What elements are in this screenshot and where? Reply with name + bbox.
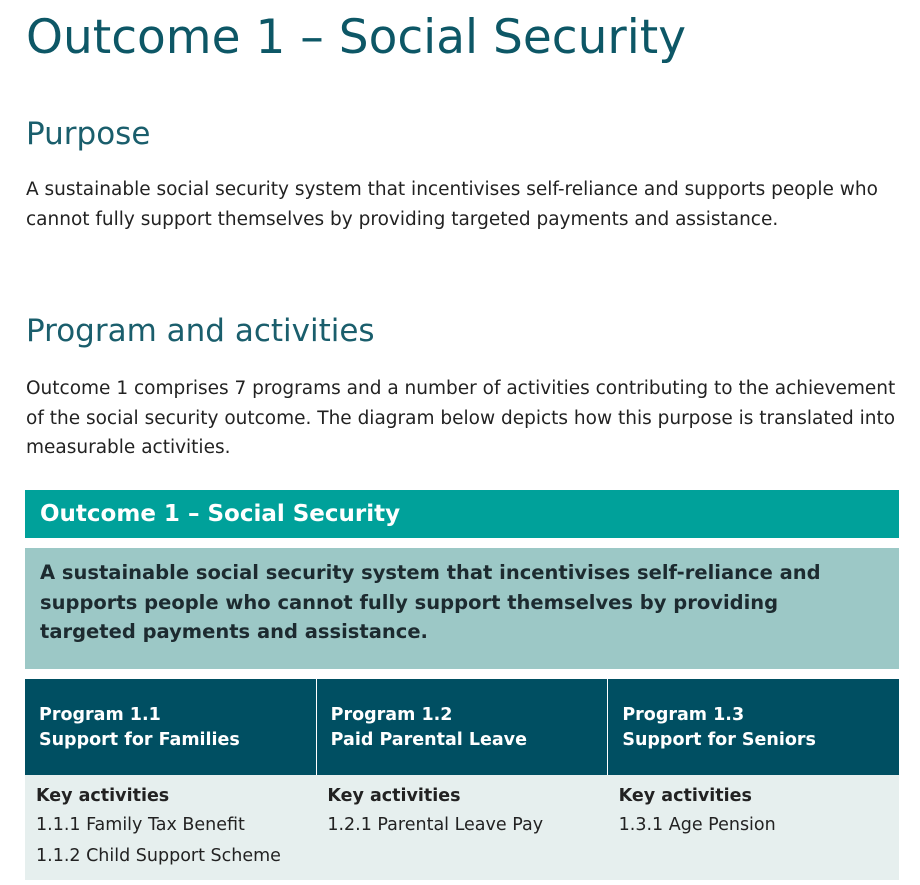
activity-item: 1.3.1 Age Pension — [618, 815, 776, 835]
activity-item: 1.1.1 Family Tax Benefit — [36, 815, 245, 835]
program-number: Program 1.1 — [39, 705, 161, 725]
program-1-1-activities — [25, 775, 316, 880]
program-name: Paid Parental Leave — [330, 730, 527, 750]
activity-item: 1.2.1 Parental Leave Pay — [327, 815, 544, 835]
purpose-text: A sustainable social security system that incentivises self-reliance and supports people who cannot fully support themselves by providing targeted payments and assistance. — [26, 179, 878, 230]
key-activities-heading: Key activities — [327, 786, 461, 806]
program-number: Program 1.2 — [330, 705, 453, 725]
program-1-1 — [25, 679, 316, 775]
key-activities-heading: Key activities — [618, 786, 752, 806]
diagram-header: Outcome 1 – Social Security — [25, 490, 899, 538]
program-row — [25, 679, 899, 775]
activities-row — [25, 775, 899, 880]
program-1-2-activities — [316, 775, 607, 880]
key-activities-heading: Key activities — [36, 786, 170, 806]
page-title: Outcome 1 – Social Security — [26, 10, 687, 65]
program-name: Support for Seniors — [622, 730, 816, 750]
outcome-diagram — [25, 490, 899, 880]
program-name: Support for Families — [39, 730, 240, 750]
program-1-2 — [316, 679, 608, 775]
purpose-heading: Purpose — [26, 116, 151, 152]
diagram-purpose-statement: A sustainable social security system that incentivises self-reliance and supports people who cannot fully support themselves by providing targeted payments and assistance. — [25, 548, 899, 669]
program-1-3 — [607, 679, 899, 775]
program-1-3-activities — [608, 775, 899, 880]
program-activities-heading: Program and activities — [26, 313, 375, 349]
program-activities-text: Outcome 1 comprises 7 programs and a number of activities contributing to the achievement of the social security outcome. The diagram below depicts how this purpose is translated into measurable activities. — [26, 378, 896, 458]
activity-item: 1.1.2 Child Support Scheme — [36, 846, 281, 866]
program-number: Program 1.3 — [622, 705, 745, 725]
